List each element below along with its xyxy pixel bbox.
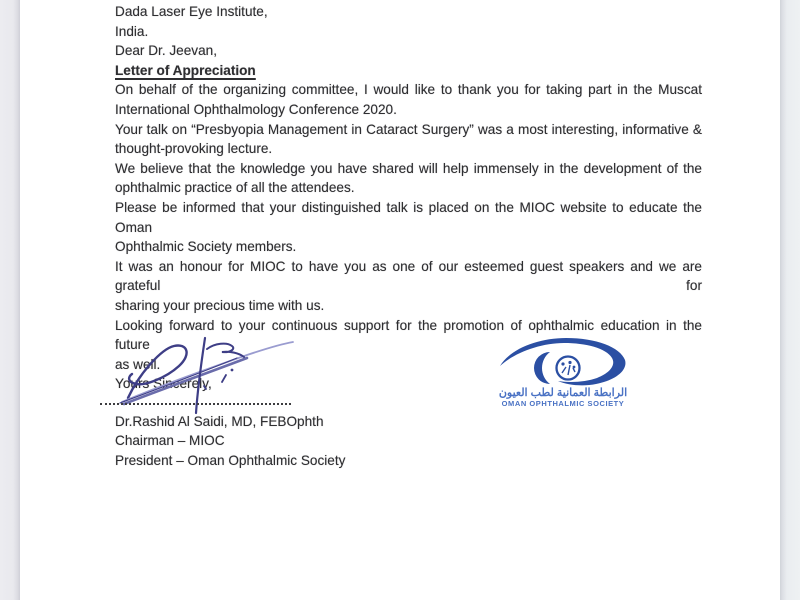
letter-line: Letter of Appreciation — [115, 62, 256, 78]
signatory-title-president: President – Oman Ophthalmic Society — [115, 452, 346, 468]
photo-edge-left — [0, 0, 20, 600]
oman-ophthalmic-society-logo — [497, 336, 629, 409]
logo-english-text: OMAN OPHTHALMIC SOCIETY — [501, 399, 625, 408]
letter-line: Dear Dr. Jeevan, — [115, 43, 217, 59]
letter-line: India. — [115, 23, 149, 39]
logo-arabic-text: الرابطة العمانية لطب العيون — [498, 387, 628, 399]
letter-line: Dada Laser Eye Institute, — [115, 4, 268, 19]
letter-line: Looking forward to your continuous support for the promotion of ophthalmic education in the future — [115, 317, 702, 353]
letter-line: On behalf of the organizing committee, I would like to thank you for taking part in the Muscat — [115, 82, 702, 98]
letter-line: It was an honour for MIOC to have you as one of our esteemed guest speakers and we are grateful for — [115, 258, 702, 294]
letter-line: Ophthalmic Society members. — [115, 239, 297, 255]
signatory-title-chairman: Chairman – MIOC — [115, 433, 225, 449]
letter-line: sharing your precious time with us. — [115, 297, 325, 313]
letter-line: thought-provoking lecture. — [115, 141, 273, 157]
letter-line: We believe that the knowledge you have shared will help immensely in the development of the — [115, 160, 702, 176]
letter-line: ophthalmic practice of all the attendees. — [115, 180, 355, 196]
signatory-block — [115, 412, 345, 470]
signature-ink — [95, 336, 305, 418]
eye-logo-icon — [498, 336, 628, 386]
signatory-name: Dr.Rashid Al Saidi, MD, FEBOphth — [115, 414, 324, 429]
photo-edge-right — [780, 0, 800, 600]
signature-dotted-line — [100, 395, 291, 405]
letter-line: Yours Sincerely, — [115, 376, 212, 392]
letter-line: International Ophthalmology Conference 2020. — [115, 101, 397, 117]
letter-line: as well. — [115, 356, 161, 372]
letter-line: Your talk on “Presbyopia Management in Cataract Surgery” was a most interesting, informative & — [115, 121, 702, 137]
letter-line: Please be informed that your distinguished talk is placed on the MIOC website to educate the Oman — [115, 199, 702, 235]
